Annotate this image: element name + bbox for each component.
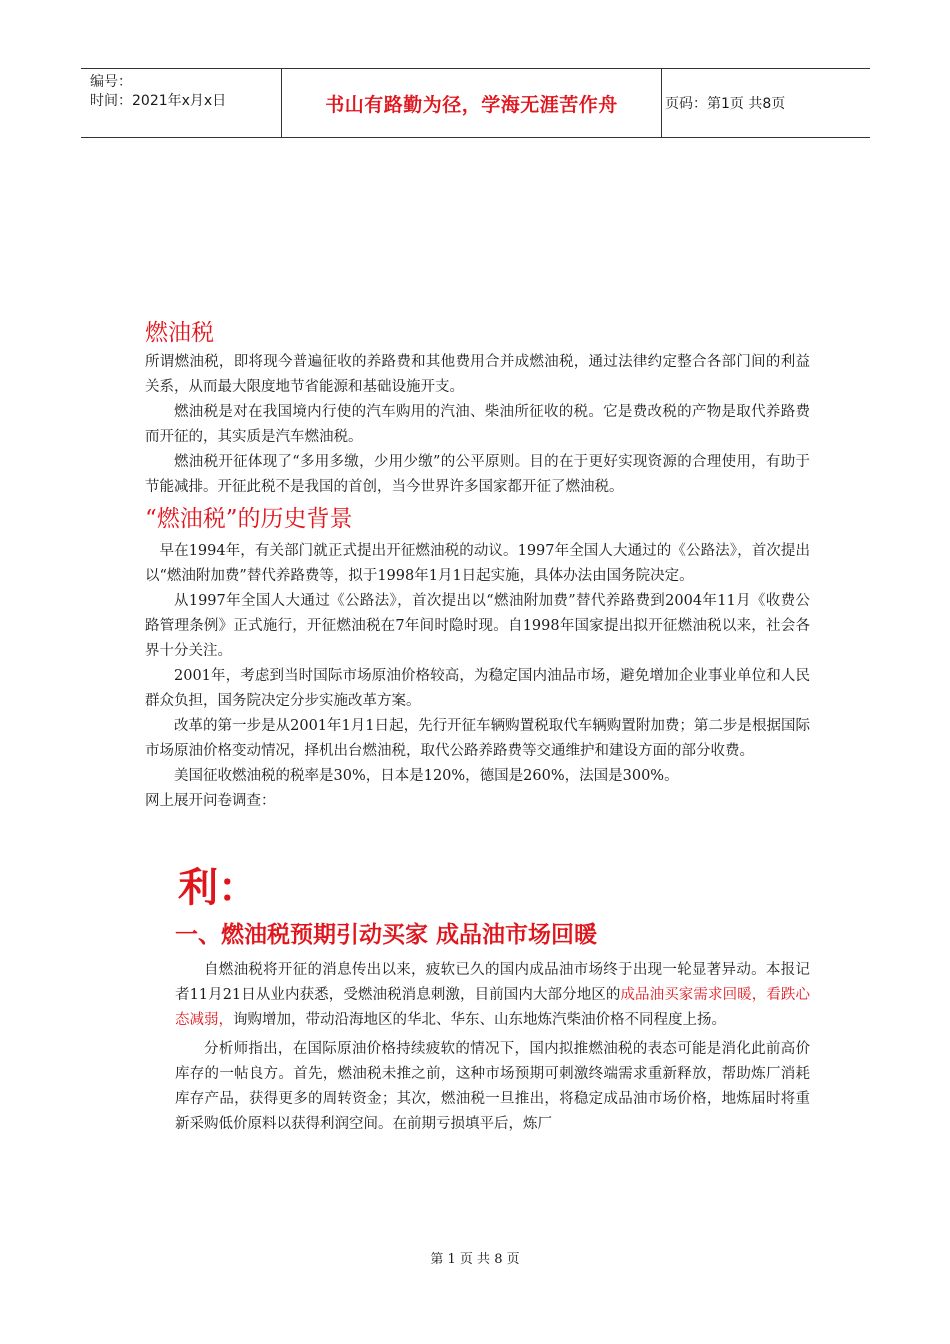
paragraph: 燃油税是对在我国境内行使的汽车购用的汽油、柴油所征收的税。它是费改税的产物是取代养路费而开征的，其实质是汽车燃油税。 [145,404,810,445]
header-motto: 书山有路勤为径，学海无涯苦作舟 [281,69,662,137]
document-number-label: 编号： [90,74,132,90]
paragraph: 网上展开问卷调查： [145,793,276,809]
page-footer: 第 1 页 共 8 页 [430,1252,520,1267]
section-title-advantages: 利： [178,864,258,911]
header-meta [90,73,226,111]
document-date: 时间：2021年x月x日 [90,93,227,109]
section-title-history: “燃油税”的历史背景 [145,506,353,532]
paragraph-text: 询购增加，带动沿海地区的华北、华东、山东地炼汽柴油价格不同程度上扬。 [233,1012,726,1028]
highlighted-text: 成品油买家需求回暖，看跌心态减弱， [175,987,810,1028]
subsection-title: 一、燃油税预期引动买家 成品油市场回暖 [175,921,598,948]
paragraph: 美国征收燃油税的税率是30%，日本是120%，德国是260%，法国是300%。 [174,768,679,784]
paragraph: 分析师指出，在国际原油价格持续疲软的情况下，国内拟推燃油税的表态可能是消化此前高价库存的一帖良方。首先，燃油税未推之前，这种市场预期可刺激终端需求重新释放，帮助炼厂消耗库存产品，获得更多的周转资金；其次，燃油税一旦推出，将稳定成品油市场价格，地炼届时将重新采购低价原料以获得利润空间。在前期亏损填平后，炼厂 [175,1041,810,1132]
paragraph-text: 自燃油税将开征的消息传出以来，疲软已久的国内成品油市场终于出现一轮显著异动。本报记者11月21日从业内获悉，受燃油税消息刺激，目前国内大部分地区的 [175,962,810,1003]
document-body [145,316,810,1137]
paragraph: 所谓燃油税，即将现今普遍征收的养路费和其他费用合并成燃油税，通过法律约定整合各部门间的利益关系，从而最大限度地节省能源和基础设施开支。 [145,354,810,395]
paragraph: 从1997年全国人大通过《公路法》，首次提出以“燃油附加费”替代养路费到2004年11月《收费公路管理条例》正式施行，开征燃油税在7年间时隐时现。自1998年国家提出拟开征燃油税以来，社会各界十分关注。 [145,593,810,659]
page-header [81,68,870,138]
paragraph: 早在1994年，有关部门就正式提出开征燃油税的动议。1997年全国人大通过的《公路法》，首次提出以“燃油附加费”替代养路费等，拟于1998年1月1日起实施，具体办法由国务院决定。 [145,543,810,584]
paragraph: 2001年，考虑到当时国际市场原油价格较高，为稳定国内油品市场，避免增加企业事业单位和人民群众负担，国务院决定分步实施改革方案。 [145,668,810,709]
paragraph: 燃油税开征体现了“多用多缴，少用少缴”的公平原则。目的在于更好实现资源的合理使用，有助于节能减排。开征此税不是我国的首创，当今世界许多国家都开征了燃油税。 [145,454,810,495]
header-page-info: 页码：第1页 共8页 [665,96,786,112]
paragraph [145,958,810,1033]
paragraph: 改革的第一步是从2001年1月1日起，先行开征车辆购置税取代车辆购置附加费；第二步是根据国际市场原油价格变动情况，择机出台燃油税，取代公路养路费等交通维护和建设方面的部分收费。 [145,718,810,759]
section-title-fuel-tax: 燃油税 [145,320,214,346]
